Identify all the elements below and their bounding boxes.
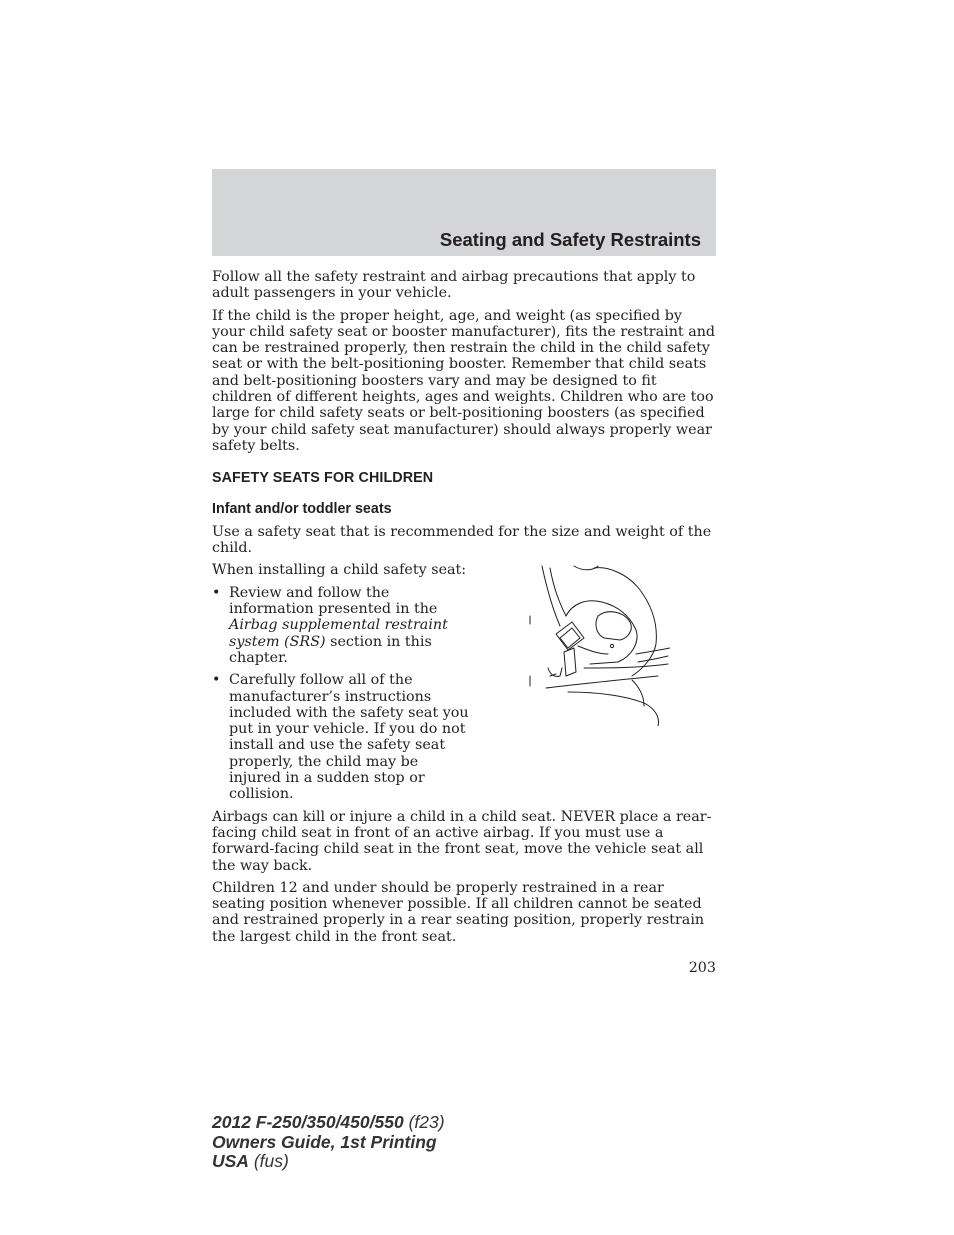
bullet-marker: •	[212, 584, 221, 601]
bullet-text: Carefully follow all of the manufacturer’s instructions included with the safety seat you put in your vehicle. If you do not install and use the safety seat properly, the child may be injured in a sudden stop or collision.	[229, 672, 469, 803]
rear-seating-paragraph: Children 12 and under should be properly restrained in a rear seating position whenever possible. If all children cannot be seated and restrained properly in a rear seating position, properly restrain the largest child in the front seat.	[212, 879, 705, 945]
section-title: Seating and Safety Restraints	[439, 229, 701, 250]
list-item	[212, 585, 474, 666]
srs-reference: Airbag supplemental restraint system (SRS)	[229, 617, 448, 650]
section-header-band	[212, 169, 716, 256]
installing-intro: When installing a child safety seat:	[212, 562, 467, 579]
intro-paragraph-2: If the child is the proper height, age, and weight (as specified by your child safety seat or booster manufacturer), fits the restraint and can be restrained properly, then restrain the child in the child safety seat or with the belt-positioning booster. Remember that child seats and belt-positioning boosters vary and may be designed to fit children of different heights, ages and weights. Children who are too large for child safety seats or belt-positioning boosters (as specified by your child safety seat manufacturer) should always properly wear safety belts.	[212, 307, 716, 454]
footer-market-line: USA (fus)	[212, 1151, 289, 1171]
page-number: 203	[688, 960, 716, 976]
seat-belt-buckle-illustration	[528, 564, 670, 726]
footer-model-line: 2012 F-250/350/450/550 (f23)	[212, 1112, 445, 1132]
footer-guide-line: Owners Guide, 1st Printing	[212, 1131, 437, 1152]
bullet-text-start: Review and follow the information presented in the	[229, 584, 438, 618]
subsection-heading: Infant and/or toddler seats	[212, 500, 392, 517]
list-item	[212, 672, 474, 802]
instruction-list	[212, 585, 474, 803]
bullet-marker: •	[212, 672, 221, 689]
document-footer	[212, 1113, 445, 1172]
page-content	[212, 269, 717, 951]
intro-paragraph-1: Follow all the safety restraint and airbag precautions that apply to adult passengers in your vehicle.	[212, 269, 696, 302]
section-heading: SAFETY SEATS FOR CHILDREN	[212, 470, 434, 487]
airbag-warning-paragraph: Airbags can kill or injure a child in a child seat. NEVER place a rear-facing child seat in front of an active airbag. If you must use a forward-facing child seat in the front seat, move the vehicle seat all the way back.	[212, 808, 712, 874]
seat-recommendation-paragraph: Use a safety seat that is recommended for the size and weight of the child.	[212, 523, 712, 557]
bullet-text-end: section in this chapter.	[229, 633, 432, 666]
installation-block	[212, 562, 717, 802]
